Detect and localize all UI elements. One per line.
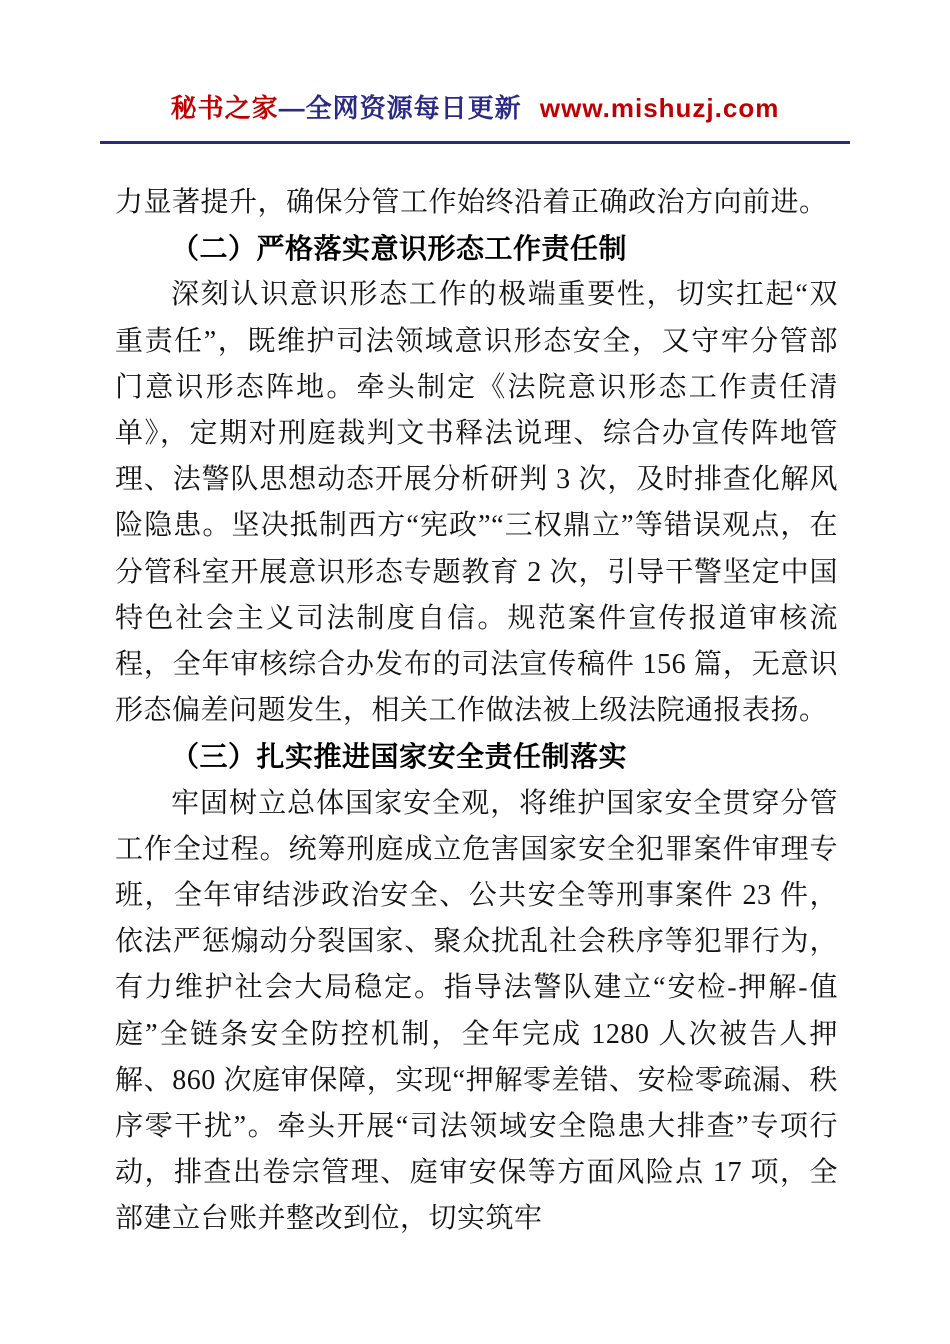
paragraph: 力显著提升，确保分管工作始终沿着正确政治方向前进。 [115, 187, 828, 218]
site-brand[interactable]: 秘书之家 [170, 93, 279, 123]
site-tagline: —全网资源每日更新 [278, 93, 522, 123]
paragraph: 牢固树立总体国家安全观，将维护国家安全贯穿分管工作全过程。统筹刑庭成立危害国家安全犯罪案件审理专班，全年审结涉政治安全、公共安全等刑事案件 23 件，依法严惩煽动分裂国家、聚众扰乱社会秩序等犯罪行为，有力维护社会大局稳定。指导法警队建立“安检-押解-值庭”全链条安全防控机制，全年完成 1280 人次被告人押解、860 次庭审保障，实现“押解零差错、安检零疏漏、秩序零干扰”。牵头开展“司法领域安全隐患大排查”专项行动，排查出卷宗管理、庭审安保等方面风险点 17 项，全部建立台账并整改到位，切实筑牢 [115, 787, 838, 1235]
section-heading: （三）扎实推进国家安全责任制落实 [171, 741, 628, 773]
document-body [0, 144, 950, 1243]
site-header [0, 0, 950, 135]
site-url-link[interactable]: www.mishuzj.com [539, 93, 780, 123]
section-heading: （二）严格落实意识形态工作责任制 [171, 233, 628, 265]
paragraph: 深刻认识意识形态工作的极端重要性，切实扛起“双重责任”，既维护司法领域意识形态安全，又守牢分管部门意识形态阵地。牵头制定《法院意识形态工作责任清单》，定期对刑庭裁判文书释法说理、综合办宣传阵地管理、法警队思想动态开展分析研判 3 次，及时排查化解风险隐患。坚决抵制西方“宪政”“三权鼎立”等错误观点，在分管科室开展意识形态专题教育 2 次，引导干警坚定中国特色社会主义司法制度自信。规范案件宣传报道审核流程，全年审核综合办发布的司法宣传稿件 156 篇，无意识形态偏差问题发生，相关工作做法被上级法院通报表扬。 [115, 279, 838, 727]
